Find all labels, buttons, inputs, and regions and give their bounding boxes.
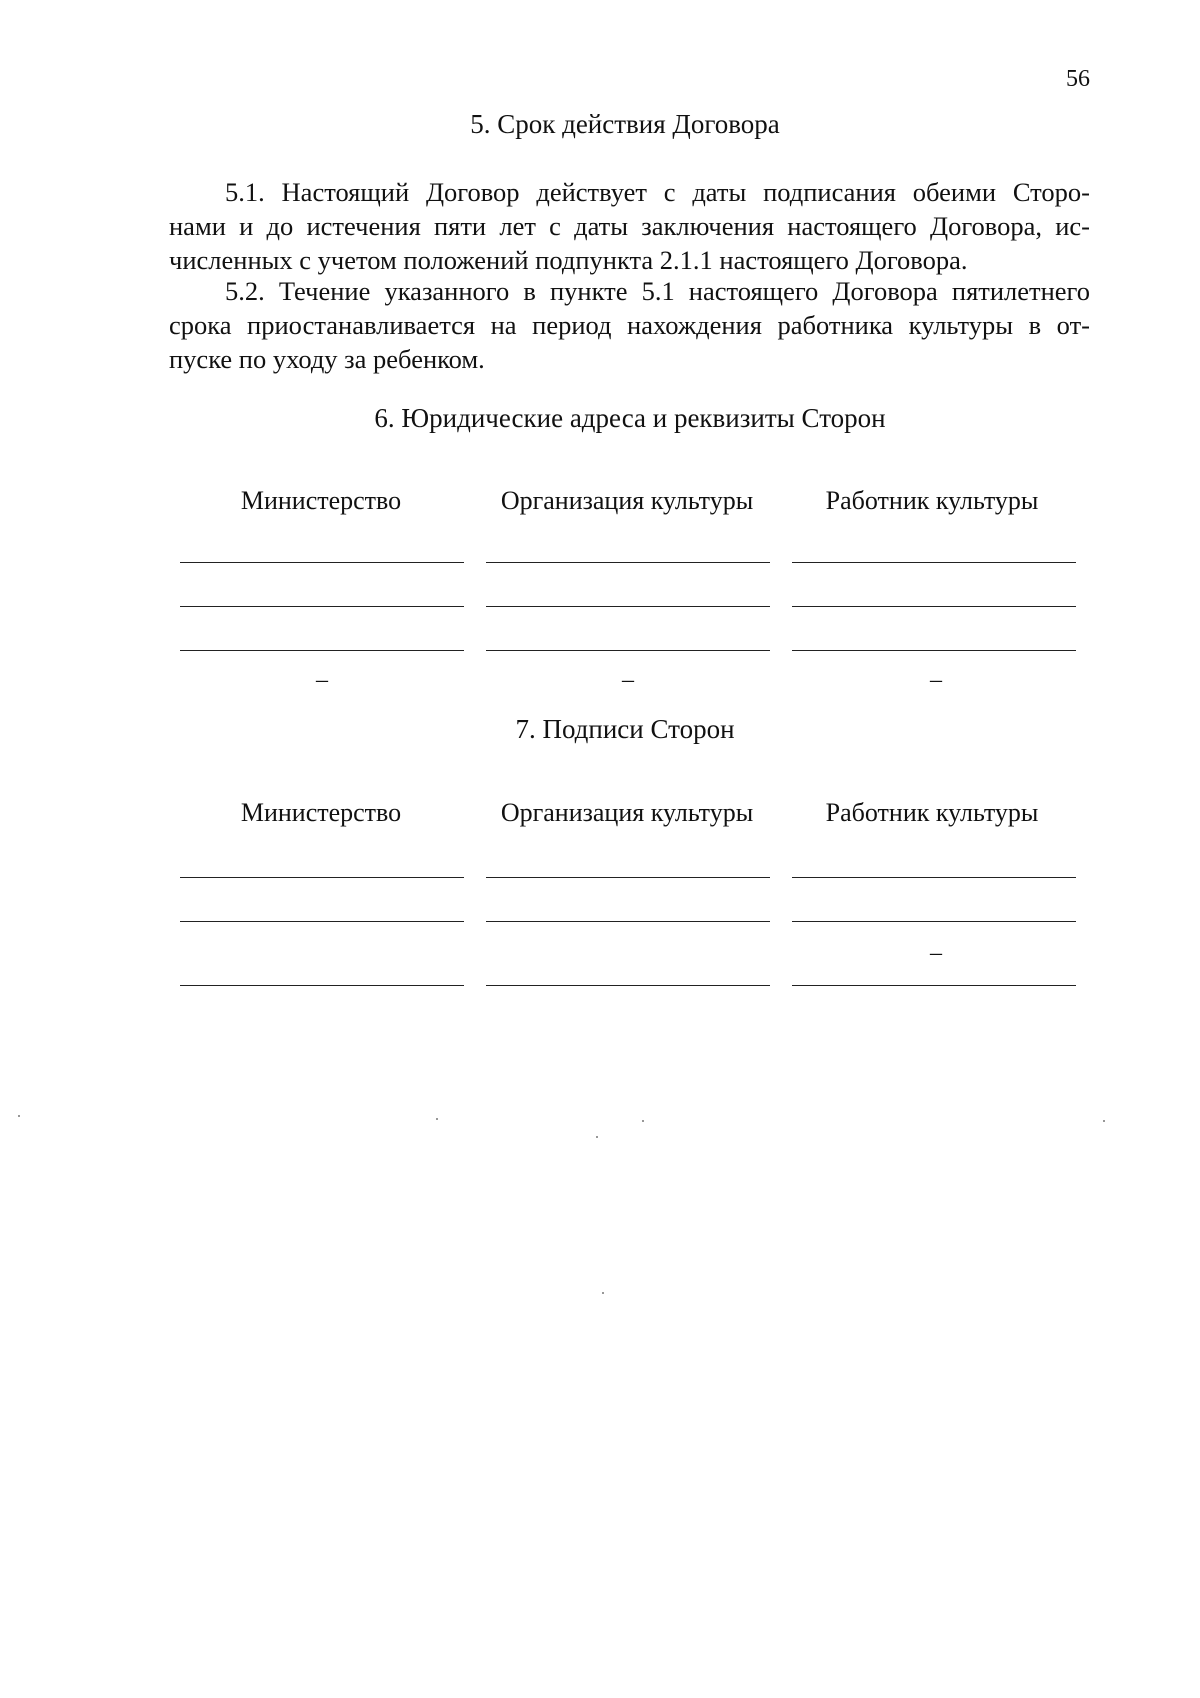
blank-line <box>180 650 464 651</box>
column-title-culture-organization: Организация культуры <box>500 486 754 515</box>
section-5-heading: 5. Срок действия Договора <box>470 109 780 139</box>
signature-line <box>180 921 464 922</box>
blank-line <box>792 562 1076 563</box>
scan-speck <box>602 1292 604 1294</box>
blank-line <box>486 650 770 651</box>
dash-mark: – <box>930 940 942 966</box>
column-title-culture-worker: Работник культуры <box>825 798 1039 827</box>
signature-line <box>180 985 464 986</box>
page-number: 56 <box>1066 66 1090 92</box>
blank-line <box>486 606 770 607</box>
scan-speck <box>596 1136 598 1138</box>
signature-line <box>486 877 770 878</box>
paragraph-line: нами и до истечения пяти лет с даты заключения настоящего Договора, ис- <box>169 211 1090 241</box>
signature-line <box>486 921 770 922</box>
paragraph-line: 5.2. Течение указанного в пункте 5.1 настоящего Договора пятилетнего <box>225 276 1090 306</box>
blank-line <box>792 650 1076 651</box>
section-7-heading: 7. Подписи Сторон <box>515 714 735 744</box>
signature-line <box>792 985 1076 986</box>
blank-line <box>486 562 770 563</box>
paragraph-line: пуске по уходу за ребенком. <box>169 344 485 374</box>
dash-mark: – <box>622 667 634 693</box>
scan-speck <box>18 1115 20 1117</box>
scan-speck <box>1103 1120 1105 1122</box>
column-title-ministry: Министерство <box>240 486 402 515</box>
scan-speck <box>436 1118 438 1120</box>
paragraph-5-1 <box>169 175 1090 277</box>
blank-line <box>792 606 1076 607</box>
blank-line <box>180 606 464 607</box>
signature-line <box>792 877 1076 878</box>
column-title-culture-worker: Работник культуры <box>825 486 1039 515</box>
paragraph-line: численных с учетом положений подпункта 2.1.1 настоящего Договора. <box>169 245 968 275</box>
scan-speck <box>642 1120 644 1122</box>
signature-line <box>792 921 1076 922</box>
signature-line <box>486 985 770 986</box>
paragraph-line: срока приостанавливается на период нахождения работника культуры в от- <box>169 310 1090 340</box>
section-6-heading: 6. Юридические адреса и реквизиты Сторон <box>374 403 886 433</box>
dash-mark: – <box>316 667 328 693</box>
signature-line <box>180 877 464 878</box>
paragraph-line: 5.1. Настоящий Договор действует с даты подписания обеими Сторо- <box>225 177 1090 207</box>
dash-mark: – <box>930 667 942 693</box>
column-title-ministry: Министерство <box>240 798 402 827</box>
column-title-culture-organization: Организация культуры <box>500 798 754 827</box>
paragraph-5-2 <box>169 274 1090 376</box>
blank-line <box>180 562 464 563</box>
